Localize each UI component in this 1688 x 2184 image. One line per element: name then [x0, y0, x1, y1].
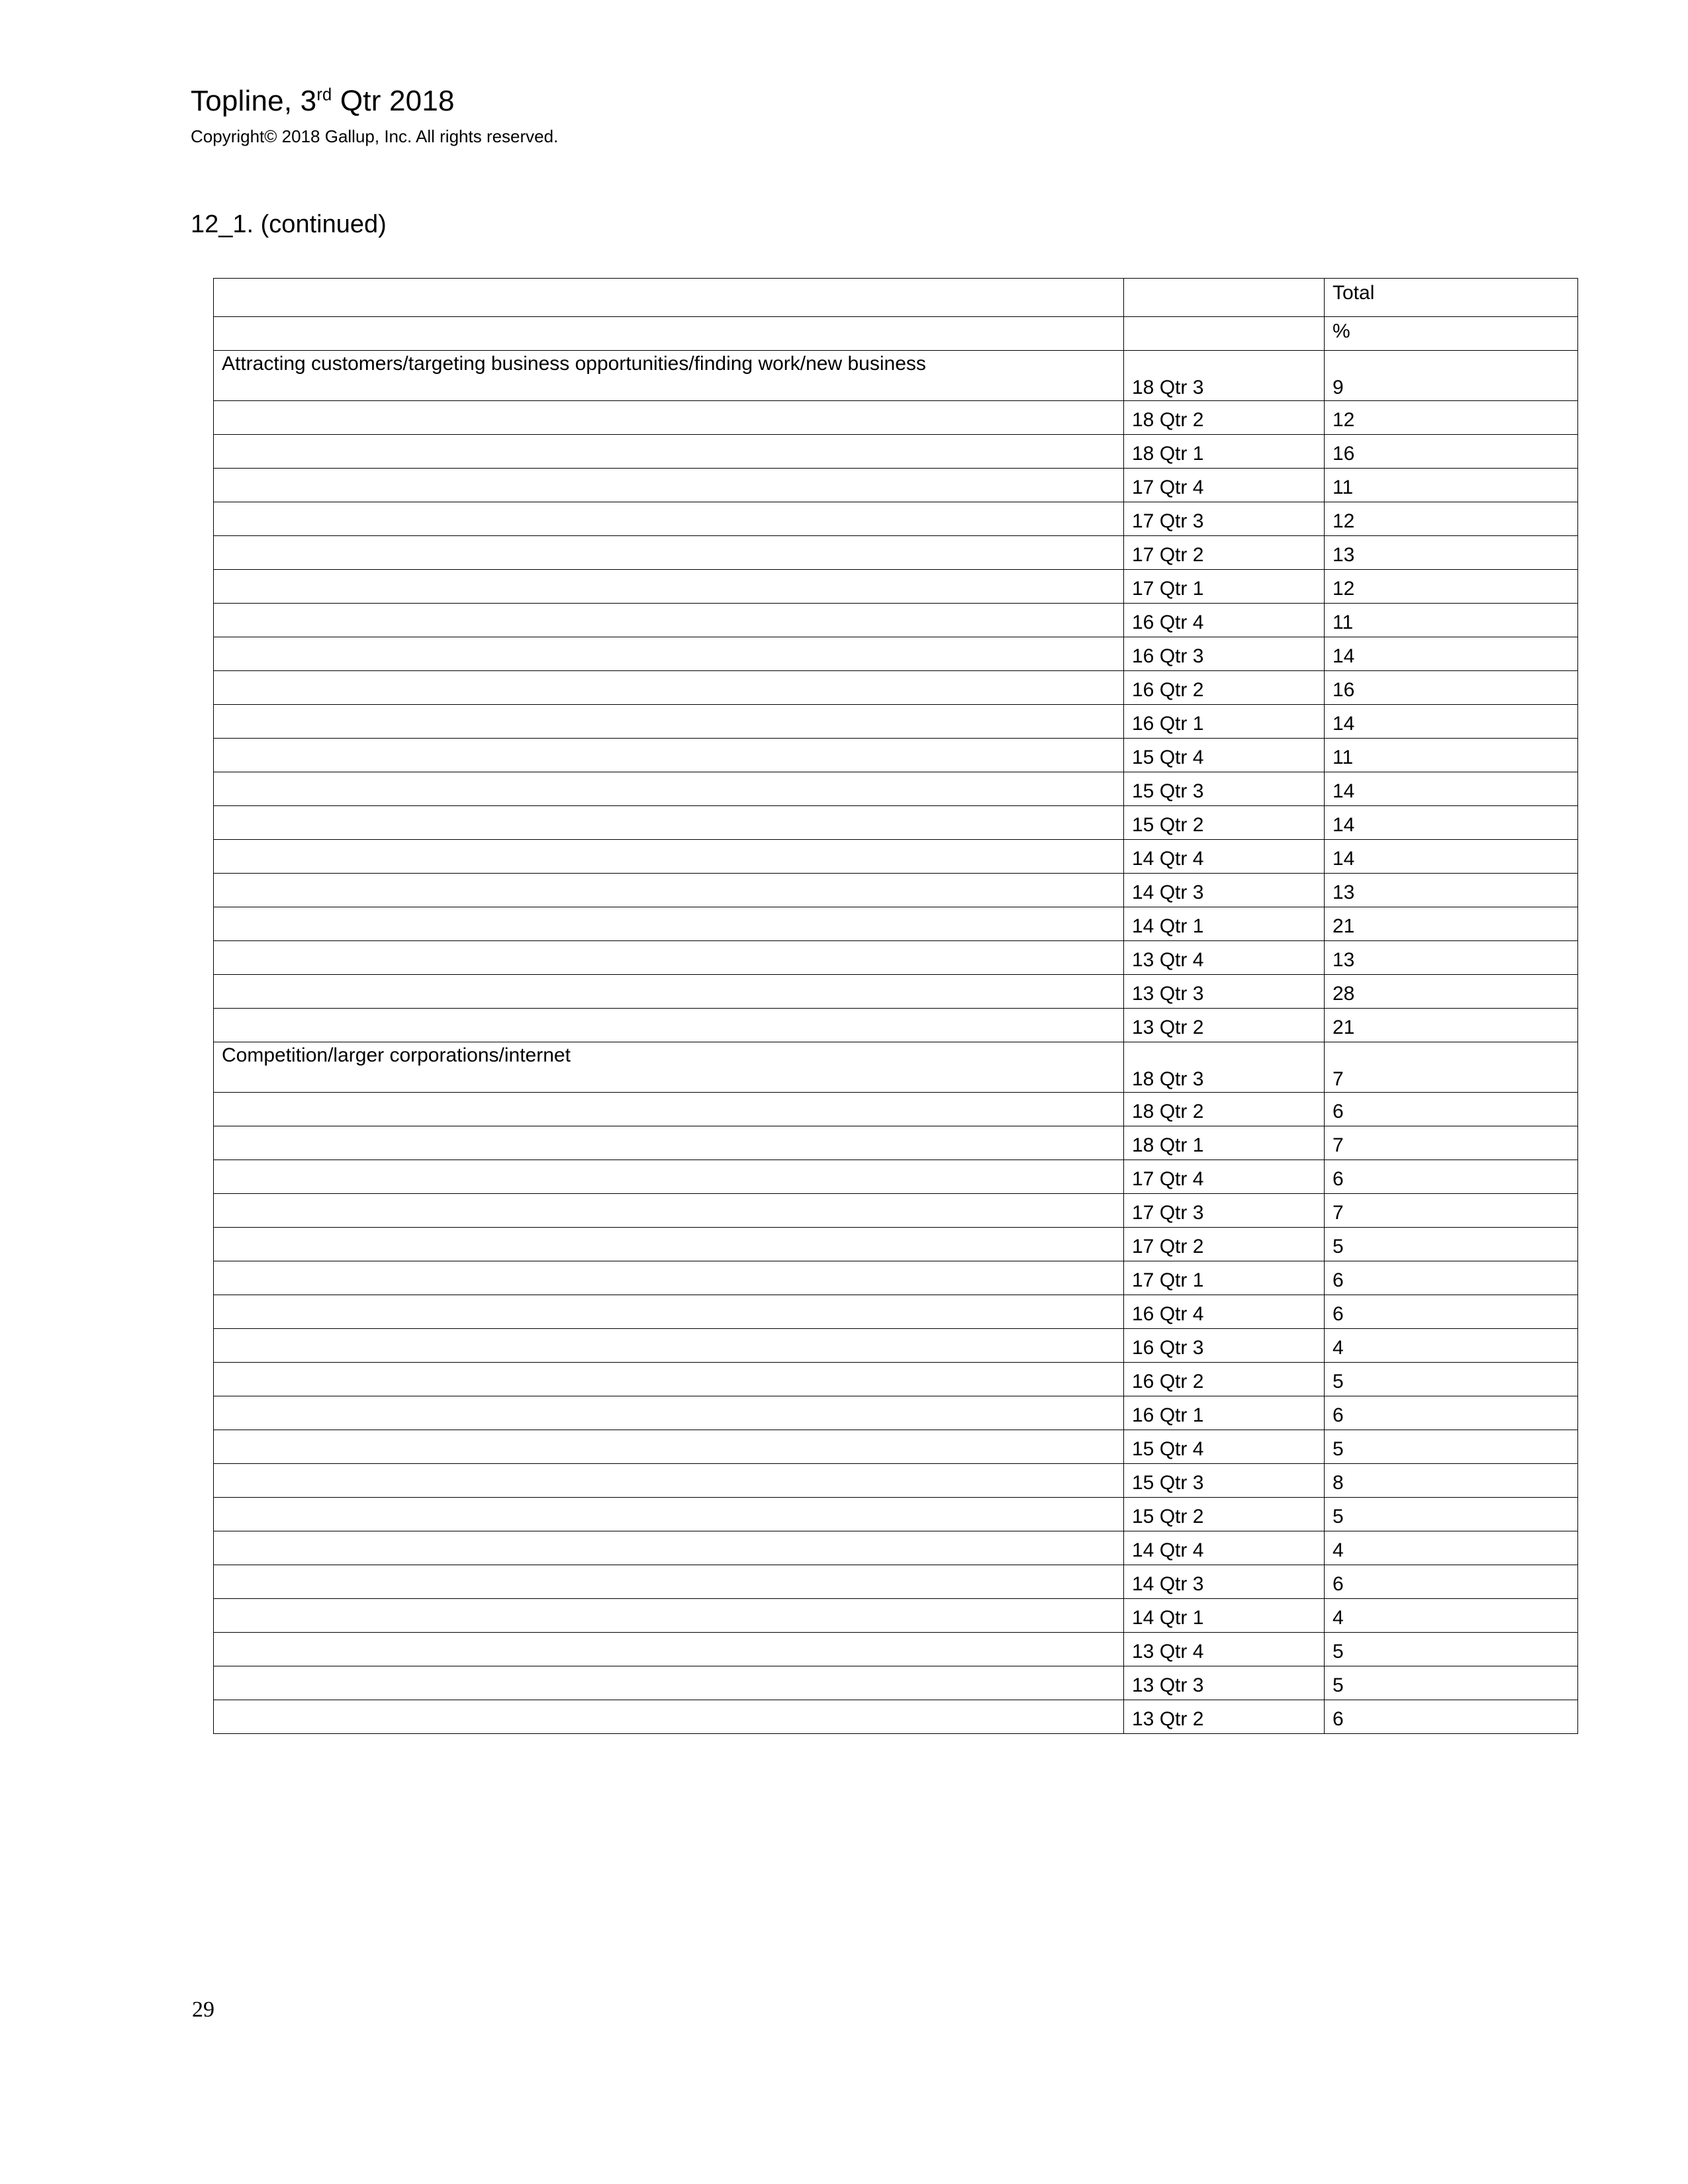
row-label-empty: [214, 705, 1124, 739]
row-period: 13 Qtr 2: [1124, 1700, 1325, 1734]
row-period: 17 Qtr 3: [1124, 1194, 1325, 1228]
table-row: [214, 1498, 1578, 1531]
row-period: 18 Qtr 1: [1124, 1126, 1325, 1160]
row-total-value: 7: [1325, 1126, 1578, 1160]
row-total-value: 13: [1325, 536, 1578, 570]
table-row: [214, 907, 1578, 941]
row-period: 16 Qtr 2: [1124, 671, 1325, 705]
row-total-value: 5: [1325, 1633, 1578, 1666]
row-label-empty: [214, 1126, 1124, 1160]
row-period: 15 Qtr 4: [1124, 739, 1325, 772]
table-row: [214, 637, 1578, 671]
row-period: 14 Qtr 3: [1124, 1565, 1325, 1599]
row-label-empty: [214, 1633, 1124, 1666]
row-total-value: 13: [1325, 874, 1578, 907]
header-cell-label: [214, 279, 1124, 317]
table-row: [214, 874, 1578, 907]
table-body: [214, 279, 1578, 1734]
row-total-value: 6: [1325, 1261, 1578, 1295]
row-total-value: 4: [1325, 1599, 1578, 1633]
row-total-value: 13: [1325, 941, 1578, 975]
table-row: [214, 1160, 1578, 1194]
table-row: [214, 1295, 1578, 1329]
header-cell-total: Total: [1325, 279, 1578, 317]
row-total-value: 4: [1325, 1531, 1578, 1565]
table-row: [214, 941, 1578, 975]
row-period: 14 Qtr 4: [1124, 1531, 1325, 1565]
table-row: [214, 401, 1578, 435]
row-label-empty: [214, 1194, 1124, 1228]
row-period: 16 Qtr 3: [1124, 637, 1325, 671]
row-total-value: 5: [1325, 1228, 1578, 1261]
row-total-value: 5: [1325, 1363, 1578, 1396]
row-total-value: 6: [1325, 1160, 1578, 1194]
row-total-value: 6: [1325, 1396, 1578, 1430]
table-row: [214, 1261, 1578, 1295]
table-row: [214, 840, 1578, 874]
row-total-value: 5: [1325, 1498, 1578, 1531]
row-label-empty: [214, 1599, 1124, 1633]
row-period: 18 Qtr 3: [1124, 351, 1325, 401]
table-row: [214, 1194, 1578, 1228]
table-row: [214, 1633, 1578, 1666]
header-cell-period: [1124, 279, 1325, 317]
row-label-empty: [214, 1329, 1124, 1363]
page-title: [191, 85, 1515, 117]
row-period: 15 Qtr 4: [1124, 1430, 1325, 1464]
row-total-value: 6: [1325, 1565, 1578, 1599]
row-label-empty: [214, 806, 1124, 840]
page-title-ordinal: rd: [316, 85, 332, 105]
row-label-empty: [214, 1464, 1124, 1498]
row-label-empty: [214, 1430, 1124, 1464]
row-total-value: 11: [1325, 604, 1578, 637]
row-total-value: 16: [1325, 435, 1578, 469]
row-label-empty: [214, 570, 1124, 604]
row-period: 17 Qtr 2: [1124, 536, 1325, 570]
row-period: 17 Qtr 4: [1124, 1160, 1325, 1194]
row-period: 17 Qtr 1: [1124, 570, 1325, 604]
row-period: 14 Qtr 4: [1124, 840, 1325, 874]
row-label-empty: [214, 604, 1124, 637]
row-period: 14 Qtr 3: [1124, 874, 1325, 907]
table-row: [214, 604, 1578, 637]
table-row: [214, 1464, 1578, 1498]
copyright-notice: Copyright© 2018 Gallup, Inc. All rights reserved.: [191, 126, 559, 147]
row-total-value: 16: [1325, 671, 1578, 705]
row-total-value: 21: [1325, 1009, 1578, 1042]
row-group-label: Attracting customers/targeting business opportunities/finding work/new business: [214, 351, 1124, 401]
row-total-value: 8: [1325, 1464, 1578, 1498]
row-label-empty: [214, 1093, 1124, 1126]
table-row: [214, 1396, 1578, 1430]
row-total-value: 5: [1325, 1666, 1578, 1700]
row-total-value: 11: [1325, 469, 1578, 502]
row-total-value: 12: [1325, 401, 1578, 435]
row-period: 14 Qtr 1: [1124, 1599, 1325, 1633]
table-row: [214, 671, 1578, 705]
row-total-value: 14: [1325, 772, 1578, 806]
subheader-cell-unit: %: [1325, 317, 1578, 351]
row-label-empty: [214, 1363, 1124, 1396]
topline-table-container: [213, 278, 1577, 1734]
row-total-value: 9: [1325, 351, 1578, 401]
table-row: [214, 1042, 1578, 1093]
row-label-empty: [214, 1531, 1124, 1565]
table-row: [214, 536, 1578, 570]
row-label-empty: [214, 1396, 1124, 1430]
table-row: [214, 975, 1578, 1009]
row-period: 13 Qtr 3: [1124, 975, 1325, 1009]
subheader-cell-label: [214, 317, 1124, 351]
table-row: [214, 1700, 1578, 1734]
row-label-empty: [214, 1261, 1124, 1295]
section-heading: 12_1. (continued): [191, 210, 387, 238]
row-label-empty: [214, 772, 1124, 806]
table-row: [214, 1009, 1578, 1042]
row-period: 16 Qtr 3: [1124, 1329, 1325, 1363]
row-period: 18 Qtr 3: [1124, 1042, 1325, 1093]
row-period: 16 Qtr 2: [1124, 1363, 1325, 1396]
row-label-empty: [214, 671, 1124, 705]
row-period: 17 Qtr 3: [1124, 502, 1325, 536]
table-row: [214, 1565, 1578, 1599]
row-label-empty: [214, 1228, 1124, 1261]
row-label-empty: [214, 502, 1124, 536]
row-total-value: 6: [1325, 1295, 1578, 1329]
row-label-empty: [214, 1700, 1124, 1734]
row-label-empty: [214, 941, 1124, 975]
row-total-value: 4: [1325, 1329, 1578, 1363]
row-period: 18 Qtr 2: [1124, 401, 1325, 435]
row-label-empty: [214, 435, 1124, 469]
row-total-value: 5: [1325, 1430, 1578, 1464]
row-total-value: 28: [1325, 975, 1578, 1009]
row-period: 15 Qtr 3: [1124, 772, 1325, 806]
row-period: 13 Qtr 4: [1124, 941, 1325, 975]
table-row: [214, 1531, 1578, 1565]
table-row: [214, 806, 1578, 840]
table-row: [214, 1666, 1578, 1700]
row-label-empty: [214, 1565, 1124, 1599]
row-label-empty: [214, 1666, 1124, 1700]
row-label-empty: [214, 401, 1124, 435]
row-label-empty: [214, 469, 1124, 502]
row-period: 13 Qtr 4: [1124, 1633, 1325, 1666]
row-period: 17 Qtr 4: [1124, 469, 1325, 502]
document-header: [191, 85, 1515, 147]
table-row: [214, 469, 1578, 502]
row-total-value: 6: [1325, 1700, 1578, 1734]
table-row: [214, 1599, 1578, 1633]
row-period: 16 Qtr 1: [1124, 1396, 1325, 1430]
row-total-value: 14: [1325, 840, 1578, 874]
table-row: [214, 1093, 1578, 1126]
row-period: 15 Qtr 3: [1124, 1464, 1325, 1498]
row-label-empty: [214, 1160, 1124, 1194]
table-row: [214, 351, 1578, 401]
page-title-suffix: Qtr 2018: [332, 85, 455, 117]
row-total-value: 12: [1325, 570, 1578, 604]
row-total-value: 14: [1325, 806, 1578, 840]
row-label-empty: [214, 840, 1124, 874]
row-label-empty: [214, 739, 1124, 772]
row-group-label: Competition/larger corporations/internet: [214, 1042, 1124, 1093]
row-label-empty: [214, 1009, 1124, 1042]
row-label-empty: [214, 637, 1124, 671]
table-row: [214, 1363, 1578, 1396]
table-row: [214, 1126, 1578, 1160]
table-row: [214, 705, 1578, 739]
row-total-value: 14: [1325, 637, 1578, 671]
page-title-prefix: Topline, 3: [191, 85, 317, 117]
table-row: [214, 1430, 1578, 1464]
table-row: [214, 1228, 1578, 1261]
row-label-empty: [214, 874, 1124, 907]
row-period: 16 Qtr 4: [1124, 604, 1325, 637]
table-row: [214, 502, 1578, 536]
row-period: 15 Qtr 2: [1124, 806, 1325, 840]
row-period: 18 Qtr 1: [1124, 435, 1325, 469]
row-label-empty: [214, 536, 1124, 570]
row-label-empty: [214, 975, 1124, 1009]
table-header-row-total: [214, 279, 1578, 317]
subheader-cell-period: [1124, 317, 1325, 351]
row-total-value: 7: [1325, 1042, 1578, 1093]
row-period: 13 Qtr 3: [1124, 1666, 1325, 1700]
row-period: 16 Qtr 1: [1124, 705, 1325, 739]
row-label-empty: [214, 1295, 1124, 1329]
row-label-empty: [214, 907, 1124, 941]
row-period: 17 Qtr 1: [1124, 1261, 1325, 1295]
table-row: [214, 739, 1578, 772]
table-row: [214, 570, 1578, 604]
row-period: 14 Qtr 1: [1124, 907, 1325, 941]
row-period: 17 Qtr 2: [1124, 1228, 1325, 1261]
row-total-value: 12: [1325, 502, 1578, 536]
row-period: 16 Qtr 4: [1124, 1295, 1325, 1329]
row-total-value: 11: [1325, 739, 1578, 772]
topline-table: [213, 278, 1578, 1734]
row-total-value: 6: [1325, 1093, 1578, 1126]
row-period: 18 Qtr 2: [1124, 1093, 1325, 1126]
table-row: [214, 435, 1578, 469]
table-row: [214, 1329, 1578, 1363]
table-row: [214, 772, 1578, 806]
table-header-row-unit: [214, 317, 1578, 351]
row-total-value: 21: [1325, 907, 1578, 941]
row-total-value: 7: [1325, 1194, 1578, 1228]
row-period: 15 Qtr 2: [1124, 1498, 1325, 1531]
row-period: 13 Qtr 2: [1124, 1009, 1325, 1042]
row-total-value: 14: [1325, 705, 1578, 739]
row-label-empty: [214, 1498, 1124, 1531]
page-number: 29: [192, 1997, 214, 2022]
